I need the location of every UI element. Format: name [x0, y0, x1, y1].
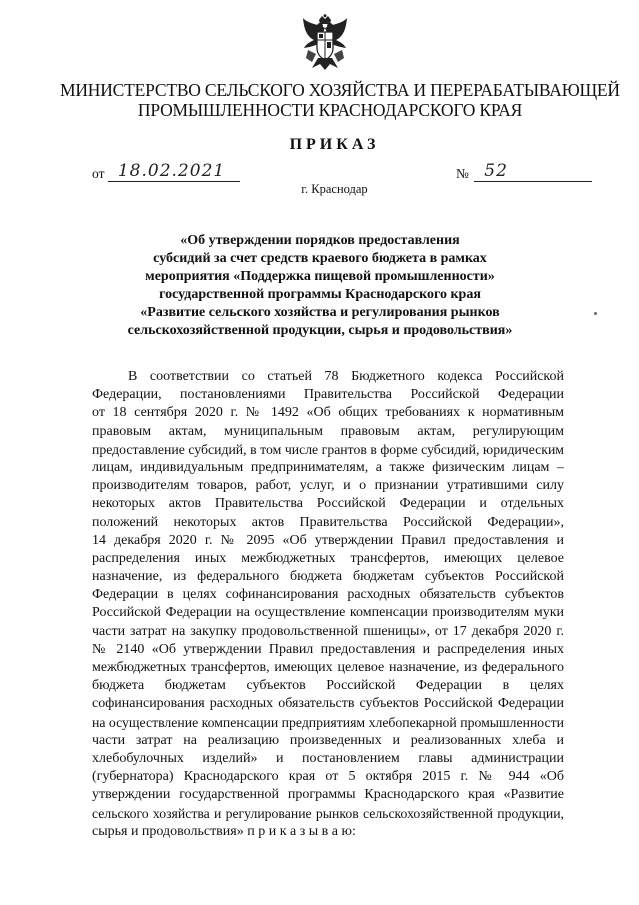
coat-of-arms-icon [300, 14, 350, 72]
body-line: лицам, индивидуальным предпринимателям, а также физическим лицам – [92, 459, 564, 475]
body-line: части затрат на закупку продовольственной пшеницы», от 17 декабря 2020 г. [92, 623, 564, 639]
body-line: от 18 сентября 2020 г. № 1492 «Об общих требованиях к нормативным [92, 405, 564, 421]
number-field [474, 161, 592, 182]
body-line: на осуществление компенсации предприятиям хлебопекарной промышленности [92, 714, 564, 730]
body-line: правовым актам, муниципальным правовым актам, регулирующим [92, 423, 564, 439]
body-line: части затрат на реализацию произведенных и реализованных хлеба и [92, 732, 564, 748]
body-line: межбюджетных трансфертов, имеющих целевое назначение, из федерального [92, 660, 564, 675]
body-line: 14 декабря 2020 г. № 2095 «Об утверждении Правил предоставления и [92, 532, 564, 548]
body-line: бюджета бюджетам субъектов Российской Федерации в целях [92, 678, 564, 694]
body-line: назначение, из федерального бюджета бюджетам субъектов Российской [92, 569, 564, 585]
body-line: софинансирования расходных обязательств субъектов Российской Федерации [92, 696, 564, 712]
title-line: субсидий за счет средств краевого бюджета в рамках [153, 251, 487, 266]
date-prefix: от [92, 166, 105, 181]
body-line: сырья и продовольствия» п р и к а з ы в а ю: [92, 823, 356, 839]
body-line: некоторых актов Правительства Российской Федерации и отдельных [92, 496, 564, 512]
order-body [92, 368, 564, 841]
body-line: (губернатора) Краснодарского края от 5 октября 2015 г. № 944 «Об [92, 769, 564, 785]
order-title [80, 232, 560, 340]
body-line: В соответствии со статьей 78 Бюджетного кодекса Российской [128, 369, 564, 384]
ministry-name-line: МИНИСТЕРСТВО СЕЛЬСКОГО ХОЗЯЙСТВА И ПЕРЕРАБАТЫВАЮЩЕЙ [60, 80, 620, 100]
handwritten-number: 52 [484, 161, 508, 181]
body-line: хлебобулочных изделий» и постановлением главы администрации [92, 750, 564, 766]
ministry-name [60, 80, 620, 120]
title-line: «Об утверждении порядков предоставления [180, 233, 460, 248]
title-line: государственной программы Краснодарского края [159, 287, 481, 302]
date-row [92, 161, 240, 182]
scan-speck [594, 312, 597, 315]
city: г. Краснодар [301, 182, 368, 196]
body-line: сельского хозяйства и регулирование рынков сельскохозяйственной продукции, [92, 805, 564, 821]
body-line: предоставление субсидий, в том числе грантов в форме субсидий, юридическим [92, 441, 564, 457]
body-line: Федерации в целях софинансирования расходных обязательств субъектов [92, 587, 564, 603]
body-line: положений некоторых актов Правительства Российской Федерации», [92, 514, 564, 530]
body-line: № 2140 «Об утверждении Правил предоставления и распределения иных [92, 641, 564, 657]
body-line: утверждении государственной программы Краснодарского края «Развитие [92, 787, 564, 803]
title-line: «Развитие сельского хозяйства и регулирования рынков [140, 305, 500, 320]
title-line: мероприятия «Поддержка пищевой промышленности» [145, 269, 495, 284]
number-prefix: № [456, 166, 469, 181]
body-line: Российской Федерации на осуществление компенсации производителям муки [92, 605, 564, 621]
title-line: сельскохозяйственной продукции, сырья и продовольствия» [127, 323, 513, 338]
handwritten-date: 18.02.2021 [117, 161, 226, 181]
number-row [456, 161, 592, 182]
document-type: ПРИКАЗ [289, 136, 380, 153]
body-line: распределения иных межбюджетных трансфертов, имеющих целевое [92, 550, 564, 566]
ministry-name-line: ПРОМЫШЛЕННОСТИ КРАСНОДАРСКОГО КРАЯ [137, 100, 523, 120]
body-line: производителям товаров, работ, услуг, и о признании утратившими силу [92, 478, 564, 494]
body-line: Федерации, постановлениями Правительства Российской Федерации [92, 387, 564, 403]
date-field [108, 161, 240, 182]
